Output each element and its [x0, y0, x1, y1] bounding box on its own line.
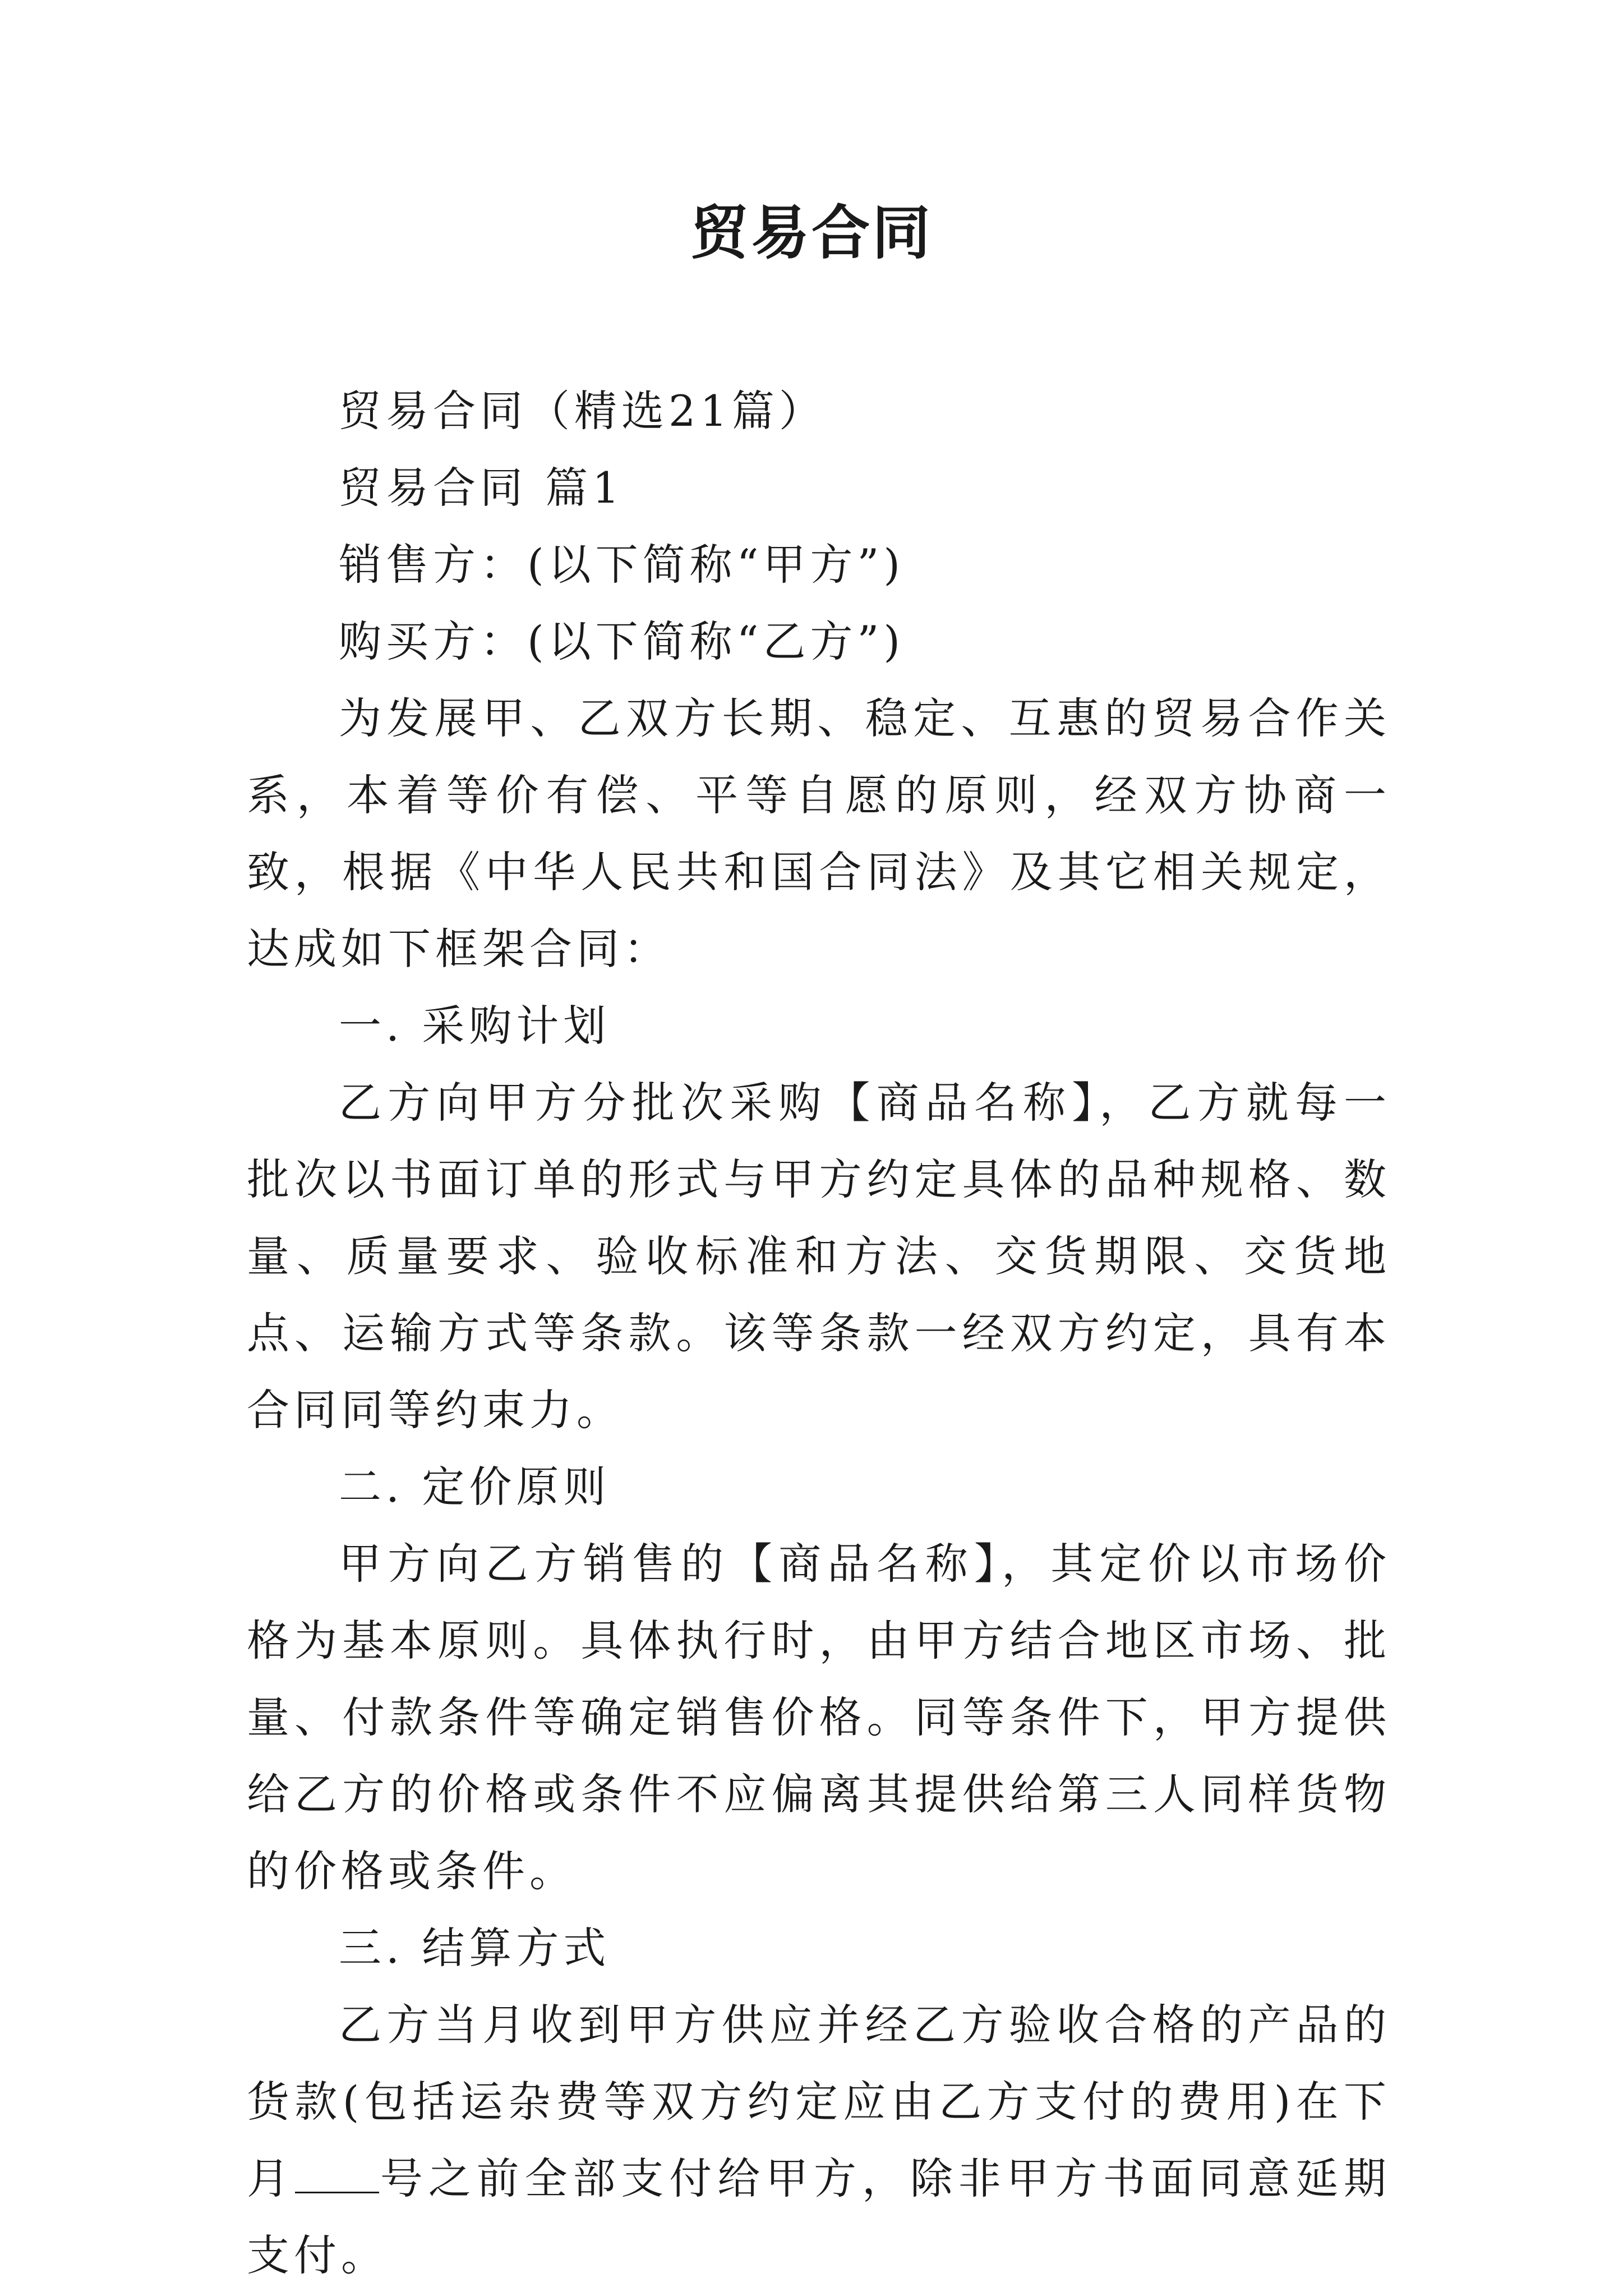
subtitle-paragraph: 贸易合同（精选21篇）: [339, 386, 826, 436]
clause-heading-3: 三. 结算方式: [339, 1923, 611, 1973]
document-body: [247, 372, 1391, 2294]
buyer-line: 购买方：(以下简称“乙方”): [339, 616, 905, 666]
fill-in-blank-line: [295, 2156, 379, 2193]
seller-line: 销售方：(以下简称“甲方”): [339, 540, 905, 590]
clause-heading-2: 二. 定价原则: [339, 1462, 611, 1512]
payment-text-after-blank: 号之前全部支付给甲方，除非甲方书面同意延期支付。: [247, 2154, 1391, 2280]
document-title: 贸易合同: [690, 198, 933, 267]
clause-3-paragraph: [247, 1986, 1391, 2294]
payment-text-before-blank: 乙方当月收到甲方供应并经乙方验收合格的产品的货款(包括运杂费等双方约定应由乙方支付的费用)在下月: [247, 2000, 1391, 2203]
preamble-paragraph: 为发展甲、乙双方长期、稳定、互惠的贸易合作关系，本着等价有偿、平等自愿的原则，经双方协商一致，根据《中华人民共和国合同法》及其它相关规定，达成如下框架合同：: [247, 693, 1391, 974]
section-heading: 贸易合同 篇1: [339, 463, 624, 513]
clause-2-paragraph: 甲方向乙方销售的【商品名称】，其定价以市场价格为基本原则。具体执行时，由甲方结合地区市场、批量、付款条件等确定销售价格。同等条件下，甲方提供给乙方的价格或条件不应偏离其提供给第三人同样货物的价格或条件。: [247, 1539, 1391, 1896]
clause-1-paragraph: 乙方向甲方分批次采购【商品名称】，乙方就每一批次以书面订单的形式与甲方约定具体的品种规格、数量、质量要求、验收标准和方法、交货期限、交货地点、运输方式等条款。该等条款一经双方约定，具有本合同同等约束力。: [247, 1078, 1391, 1435]
clause-heading-1: 一. 采购计划: [339, 1001, 611, 1051]
